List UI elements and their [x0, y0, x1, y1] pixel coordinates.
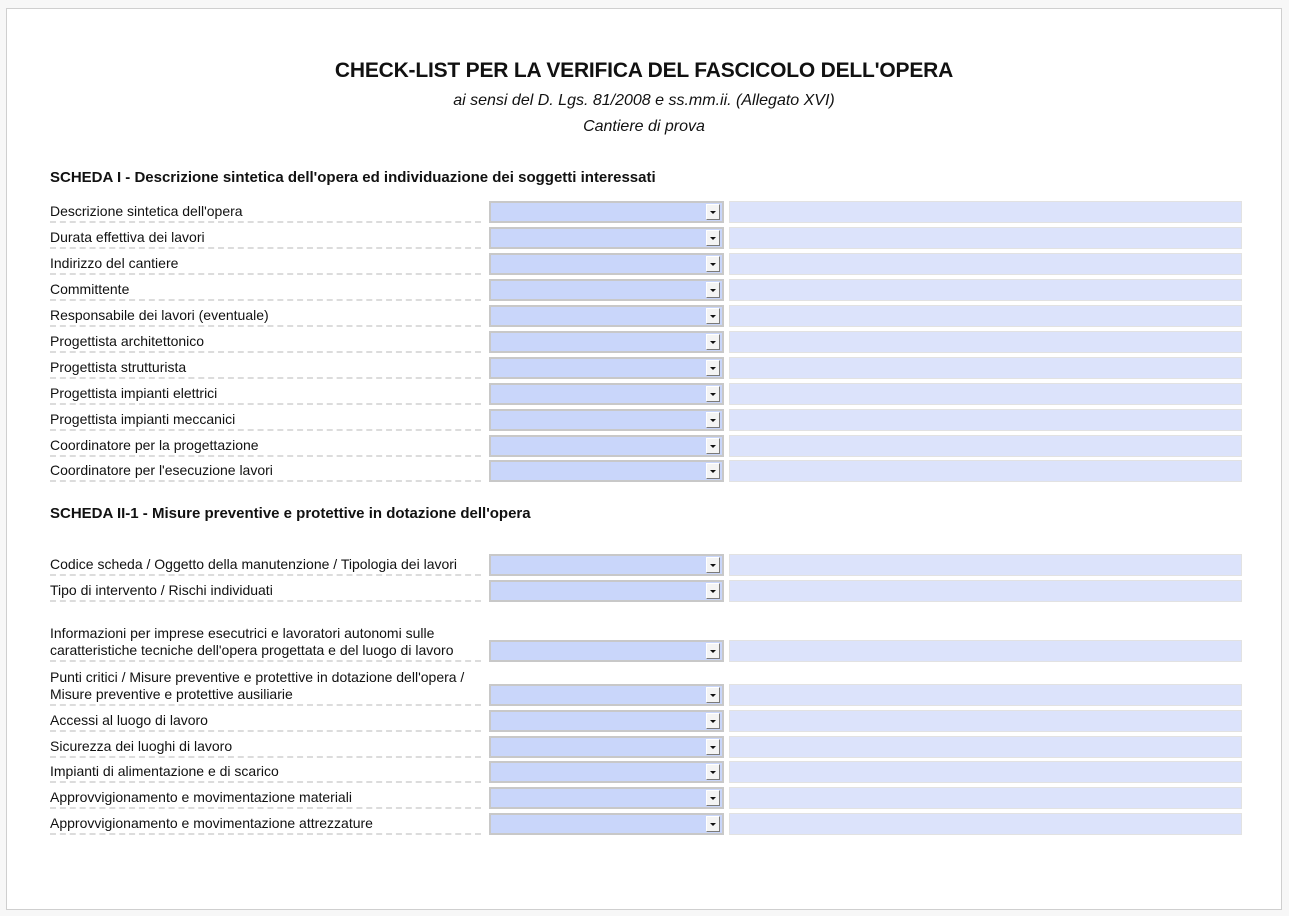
dropdown-arrow-button[interactable]	[706, 256, 720, 272]
field-label: Coordinatore per la progettazione	[50, 437, 481, 457]
status-dropdown[interactable]	[489, 640, 724, 662]
chevron-down-icon	[710, 564, 716, 567]
dropdown-arrow-button[interactable]	[706, 764, 720, 780]
field-label: Indirizzo del cantiere	[50, 255, 481, 275]
notes-text-field[interactable]	[729, 201, 1242, 223]
form-row	[50, 411, 1242, 431]
status-dropdown[interactable]	[489, 279, 724, 301]
field-label: Punti critici / Misure preventive e protettive in dotazione dell'opera / Misure preventive e protettive ausiliarie	[50, 669, 481, 706]
page-title: CHECK-LIST PER LA VERIFICA DEL FASCICOLO DELL'OPERA	[334, 59, 954, 82]
notes-text-field[interactable]	[729, 331, 1242, 353]
dropdown-arrow-button[interactable]	[706, 463, 720, 479]
form-row	[50, 763, 1242, 783]
chevron-down-icon	[710, 445, 716, 448]
section-heading-scheda-ii-1: SCHEDA II-1 - Misure preventive e protettive in dotazione dell'opera	[50, 505, 531, 522]
notes-text-field[interactable]	[729, 357, 1242, 379]
status-dropdown[interactable]	[489, 409, 724, 431]
field-label: Tipo di intervento / Rischi individuati	[50, 582, 481, 602]
status-dropdown[interactable]	[489, 201, 724, 223]
field-label: Codice scheda / Oggetto della manutenzione / Tipologia dei lavori	[50, 556, 481, 576]
chevron-down-icon	[710, 470, 716, 473]
chevron-down-icon	[710, 650, 716, 653]
dropdown-arrow-button[interactable]	[706, 583, 720, 599]
dropdown-arrow-button[interactable]	[706, 386, 720, 402]
status-dropdown[interactable]	[489, 684, 724, 706]
notes-text-field[interactable]	[729, 813, 1242, 835]
field-label: Impianti di alimentazione e di scarico	[50, 763, 481, 783]
form-row	[50, 712, 1242, 732]
notes-text-field[interactable]	[729, 684, 1242, 706]
field-label: Approvvigionamento e movimentazione attrezzature	[50, 815, 481, 835]
field-label: Accessi al luogo di lavoro	[50, 712, 481, 732]
field-label: Progettista architettonico	[50, 333, 481, 353]
notes-text-field[interactable]	[729, 736, 1242, 758]
notes-text-field[interactable]	[729, 787, 1242, 809]
notes-text-field[interactable]	[729, 640, 1242, 662]
status-dropdown[interactable]	[489, 554, 724, 576]
status-dropdown[interactable]	[489, 813, 724, 835]
field-label: Descrizione sintetica dell'opera	[50, 203, 481, 223]
chevron-down-icon	[710, 590, 716, 593]
field-label: Coordinatore per l'esecuzione lavori	[50, 462, 481, 482]
notes-text-field[interactable]	[729, 279, 1242, 301]
status-dropdown[interactable]	[489, 305, 724, 327]
chevron-down-icon	[710, 289, 716, 292]
status-dropdown[interactable]	[489, 331, 724, 353]
status-dropdown[interactable]	[489, 736, 724, 758]
status-dropdown[interactable]	[489, 227, 724, 249]
form-row	[50, 359, 1242, 379]
chevron-down-icon	[710, 367, 716, 370]
status-dropdown[interactable]	[489, 357, 724, 379]
dropdown-arrow-button[interactable]	[706, 557, 720, 573]
chevron-down-icon	[710, 797, 716, 800]
status-dropdown[interactable]	[489, 787, 724, 809]
field-label: Progettista impianti elettrici	[50, 385, 481, 405]
status-dropdown[interactable]	[489, 710, 724, 732]
status-dropdown[interactable]	[489, 435, 724, 457]
form-row	[50, 815, 1242, 835]
dropdown-arrow-button[interactable]	[706, 230, 720, 246]
form-row	[50, 462, 1242, 482]
form-row	[50, 538, 1242, 576]
chevron-down-icon	[710, 823, 716, 826]
field-label: Durata effettiva dei lavori	[50, 229, 481, 249]
chevron-down-icon	[710, 419, 716, 422]
dropdown-arrow-button[interactable]	[706, 687, 720, 703]
form-row	[50, 307, 1242, 327]
status-dropdown[interactable]	[489, 761, 724, 783]
field-label: Committente	[50, 281, 481, 301]
chevron-down-icon	[710, 771, 716, 774]
dropdown-arrow-button[interactable]	[706, 713, 720, 729]
section-heading-scheda-i: SCHEDA I - Descrizione sintetica dell'opera ed individuazione dei soggetti interessati	[50, 169, 656, 186]
field-label: Approvvigionamento e movimentazione materiali	[50, 789, 481, 809]
dropdown-arrow-button[interactable]	[706, 204, 720, 220]
dropdown-arrow-button[interactable]	[706, 308, 720, 324]
status-dropdown[interactable]	[489, 460, 724, 482]
status-dropdown[interactable]	[489, 580, 724, 602]
form-row	[50, 333, 1242, 353]
dropdown-arrow-button[interactable]	[706, 282, 720, 298]
dropdown-arrow-button[interactable]	[706, 360, 720, 376]
chevron-down-icon	[710, 720, 716, 723]
form-page	[6, 8, 1282, 910]
dropdown-arrow-button[interactable]	[706, 739, 720, 755]
chevron-down-icon	[710, 211, 716, 214]
dropdown-arrow-button[interactable]	[706, 438, 720, 454]
form-row	[50, 255, 1242, 275]
form-row	[50, 738, 1242, 758]
field-label: Informazioni per imprese esecutrici e lavoratori autonomi sulle caratteristiche tecniche dell'opera progettata e del luogo di lavoro	[50, 625, 481, 662]
dropdown-arrow-button[interactable]	[706, 334, 720, 350]
chevron-down-icon	[710, 341, 716, 344]
form-row	[50, 789, 1242, 809]
chevron-down-icon	[710, 746, 716, 749]
chevron-down-icon	[710, 263, 716, 266]
notes-text-field[interactable]	[729, 460, 1242, 482]
notes-text-field[interactable]	[729, 227, 1242, 249]
field-label: Responsabile dei lavori (eventuale)	[50, 307, 481, 327]
notes-text-field[interactable]	[729, 761, 1242, 783]
chevron-down-icon	[710, 237, 716, 240]
form-row	[50, 385, 1242, 405]
dropdown-arrow-button[interactable]	[706, 816, 720, 832]
notes-text-field[interactable]	[729, 253, 1242, 275]
form-row	[50, 229, 1242, 249]
notes-text-field[interactable]	[729, 710, 1242, 732]
notes-text-field[interactable]	[729, 435, 1242, 457]
dropdown-arrow-button[interactable]	[706, 643, 720, 659]
field-label: Progettista strutturista	[50, 359, 481, 379]
page-subtitle: ai sensi del D. Lgs. 81/2008 e ss.mm.ii. (Allegato XVI)	[453, 92, 835, 109]
notes-text-field[interactable]	[729, 305, 1242, 327]
form-row	[50, 281, 1242, 301]
status-dropdown[interactable]	[489, 383, 724, 405]
notes-text-field[interactable]	[729, 554, 1242, 576]
status-dropdown[interactable]	[489, 253, 724, 275]
notes-text-field[interactable]	[729, 383, 1242, 405]
form-row	[50, 203, 1242, 223]
chevron-down-icon	[710, 315, 716, 318]
site-name: Cantiere di prova	[583, 118, 705, 135]
notes-text-field[interactable]	[729, 409, 1242, 431]
dropdown-arrow-button[interactable]	[706, 412, 720, 428]
chevron-down-icon	[710, 393, 716, 396]
field-label: Sicurezza dei luoghi di lavoro	[50, 738, 481, 758]
form-row	[50, 582, 1242, 602]
form-row	[50, 437, 1242, 457]
notes-text-field[interactable]	[729, 580, 1242, 602]
chevron-down-icon	[710, 694, 716, 697]
form-row	[50, 606, 1242, 662]
field-label: Progettista impianti meccanici	[50, 411, 481, 431]
dropdown-arrow-button[interactable]	[706, 790, 720, 806]
form-row	[50, 668, 1242, 706]
